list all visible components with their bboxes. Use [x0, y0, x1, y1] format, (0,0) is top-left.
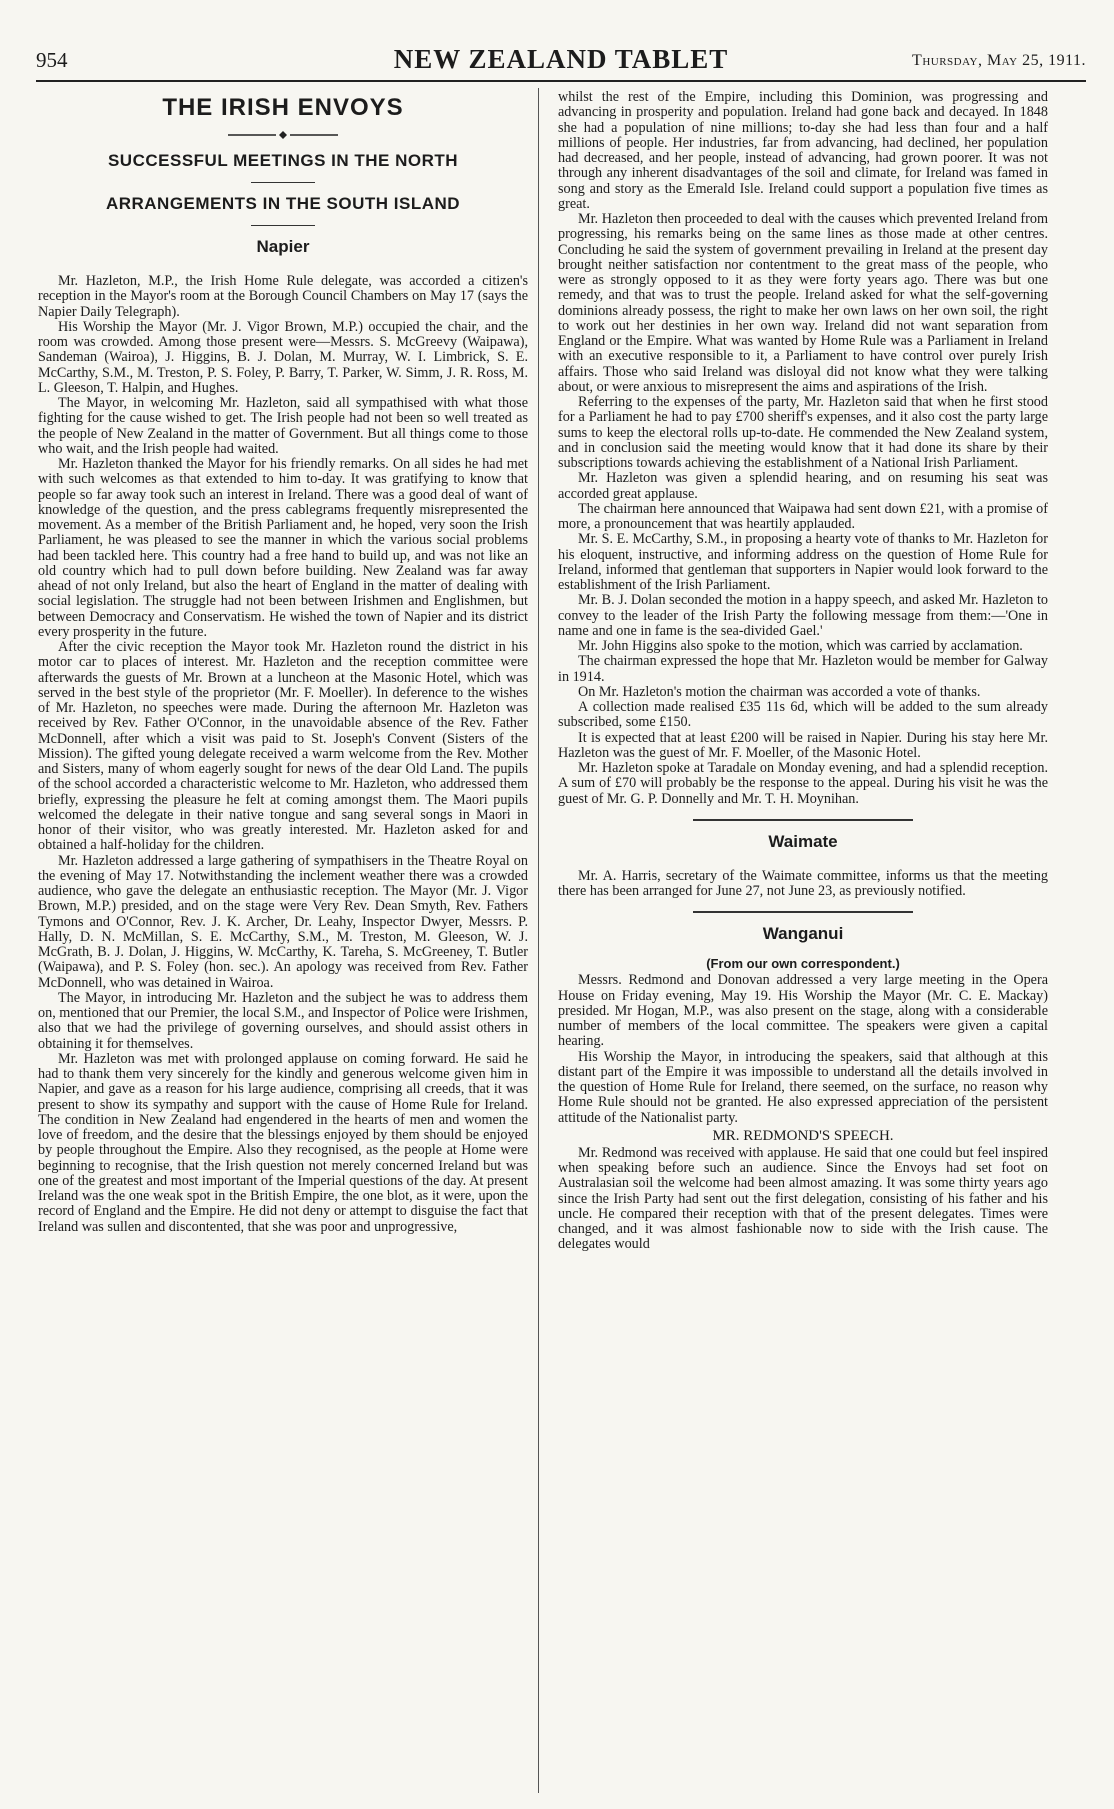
section-rule	[693, 911, 913, 913]
section-heading-waimate: Waimate	[768, 831, 838, 851]
issue-date: Thursday, May 25, 1911.	[912, 52, 1086, 69]
paragraph: Messrs. Redmond and Donovan addressed a very large meeting in the Opera House on Friday evening, May 19. His Worship the Mayor (Mr. C. E. Mackay) presided. Mr Hogan, M.P., was also present on the stage, along with a considerable number of members of the local committee. The speakers were given a capital hearing.	[558, 972, 1048, 1050]
column-divider	[538, 88, 539, 1793]
paragraph: His Worship the Mayor (Mr. J. Vigor Brown, M.P.) occupied the chair, and the room was crowded. Among those present were—Messrs. S. McGreevy (Waipawa), Sandeman (Wairoa), J. Higgins, B. J. Dolan, M. Murray, W. I. Limbrick, S. E. McCarthy, S.M., M. Treston, P. S. Foley, P. Barry, T. Parker, W. Simm, J. R. Ross, M. L. Gleeson, T. Halpin, and Hughes.	[38, 318, 528, 396]
divider-rule	[251, 225, 315, 226]
paragraph: Mr. Hazleton spoke at Taradale on Monday evening, and had a splendid reception. A sum of £70 will probably be the response to the appeal. During his visit he was the guest of Mr. G. P. Donnelly and Mr. T. H. Moynihan.	[558, 760, 1048, 807]
paragraph: It is expected that at least £200 will be raised in Napier. During his stay here Mr. Hazleton was the guest of Mr. F. Moeller, of the Masonic Hotel.	[558, 729, 1048, 761]
paragraph: Mr. Hazleton was given a splendid hearing, and on resuming his seat was accorded great applause.	[558, 470, 1048, 502]
paragraph: Mr. John Higgins also spoke to the motion, which was carried by acclamation.	[578, 638, 1023, 654]
paragraph: Mr. Redmond was received with applause. He said that one could but feel inspired when speaking before such an audience. Since the Envoys had set foot on Australasian soil the welcome had been almost amazing. It was some thirty years ago since the Irish Party had sent out the first delegation, consisting of his father and his uncle. He compared their reception with that of the present delegates. Times were changed, and it was almost fashionable now to side with the Irish cause. The delegates would	[558, 1144, 1048, 1253]
diamond-rule-ornament	[228, 130, 338, 140]
masthead	[36, 44, 1086, 82]
paragraph: Referring to the expenses of the party, Mr. Hazleton said that when he first stood for a Parliament he had to pay £700 sheriff's expenses, and it also cost the party large sums to keep the electoral rolls up-to-date. He commended the New Zealand system, and in conclusion said the meeting would know that it had done its share by their subscriptions towards achieving the establishment of a National Irish Parliament.	[558, 394, 1048, 471]
left-column	[38, 90, 528, 1790]
paragraph: The chairman here announced that Waipawa had sent down £21, with a promise of more, a pronouncement that was heartily applauded.	[558, 500, 1048, 532]
divider-rule	[251, 182, 315, 183]
paragraph: Mr. Hazleton was met with prolonged applause on coming forward. He said he had to thank them very sincerely for the kindly and generous welcome given him in Napier, and gave as a reason for his large audience, comprising all creeds, that it was present to show its sympathy and support with the cause of Home Rule for Ireland. The condition in New Zealand had engendered in the hearts of men and women the love of freedom, and the desire that the blessings enjoyed by them should be enjoyed by people throughout the Empire. Also they recognised, as the people at Home were beginning to recognise, that the Irish question not merely concerned Ireland but was one of the greatest and most important of the Imperial questions of the day. At present Ireland was the one weak spot in the British Empire, the one blot, as it were, upon the record of England and the Empire. He did not deny or attempt to disguise the fact that Ireland was sullen and discontented, that she was poor and unprogressive,	[38, 1050, 528, 1235]
paragraph: A collection made realised £35 11s 6d, which will be added to the sum already subscribed, some £150.	[558, 699, 1048, 731]
paragraph: The Mayor, in introducing Mr. Hazleton and the subject he was to address them on, mentioned that our Premier, the local S.M., and Inspector of Police were Irishmen, also that we had the privilege of governing ourselves, and should assist others in obtaining it for themselves.	[38, 989, 528, 1052]
article-subhead-north: SUCCESSFUL MEETINGS IN THE NORTH	[107, 151, 459, 170]
paragraph: After the civic reception the Mayor took Mr. Hazleton round the district in his motor car to places of interest. Mr. Hazleton and the reception committee were afterwards the guests of Mr. Brown at a luncheon at the Masonic Hotel, which was served in the best style of the proprietor (Mr. F. Moeller). In deference to the wishes of Mr. Hazleton, no speeches were made. During the afternoon Mr. Hazleton was received by Rev. Father O'Connor, in the unavoidable absence of the Rev. Father McDonnell, after which a visit was paid to St. Joseph's Convent (Sisters of the Mission). The gifted young delegate received a warm welcome from the Rev. Mother and Sisters, many of whom eagerly sought for news of the dear Old Land. The pupils of the school accorded a characteristic welcome to Mr. Hazleton, who addressed them briefly, expressing the pleasure he felt at coming amongst them. The Maori pupils welcomed the delegate in their native tongue and sang several songs in Maori in honor of their visitor, who was greatly interested. Mr. Hazleton asked for and obtained a half-holiday for the children.	[38, 639, 528, 854]
paragraph: whilst the rest of the Empire, including this Dominion, was progressing and advancing in prosperity and population. Ireland had gone back and decayed. In 1848 she had a population of nine millions; to-day she had less than four and a half millions of people. Her industries, far from advancing, had declined, her population had decreased, and her people, instead of advancing, had grown poorer. It was not through any inherent disadvantages of the soil and climate, for Ireland was famed in song and story as the Emerald Isle. Ireland could support a population five times as great.	[558, 90, 1048, 212]
paragraph: Mr. Hazleton then proceeded to deal with the causes which prevented Ireland from progressing, his remarks being on the same lines as those made at other centres. Concluding he said the system of government prevailing in Ireland at the present day brought neither satisfaction nor contentment to the great mass of the people, who were as strongly opposed to it as they were forty years ago. There was but one remedy, and that was to trust the people. Ireland asked for what the self-governing dominions already possess, the right to make her own laws on her own soil, the right to work out her destinies in her own way. Ireland did not want separation from England or the Empire. What was wanted by Home Rule was a Parliament in Ireland with an executive responsible to it, a Parliament to have control over purely Irish affairs. Those who said Ireland was disloyal did not know what they were talking about, or were anxious to misrepresent the aims and aspirations of the Irish.	[558, 211, 1048, 395]
paragraph: Mr. Hazleton thanked the Mayor for his friendly remarks. On all sides he had met with such welcomes as that extended to him to-day. It was gratifying to know that people so far away took such an interest in Ireland. There was a good deal of want of knowledge of the question, and the press cablegrams frequently misrepresented the movement. As a member of the British Parliament and, he hoped, very soon the Irish Parliament, he was pleased to see the manner in which the various social problems had been tackled here. This country had a free hand to build up, and was not like an old country which had to pull down before building. New Zealand was far away ahead of not only Ireland, but also the heart of England in the matter of dealing with social legislation. The struggle had not been between Irishmen and Englishmen, but between Democracy and Conservatism. He wished the town of Napier and its district every prosperity in the future.	[38, 456, 528, 640]
paragraph: The chairman expressed the hope that Mr. Hazleton would be member for Galway in 1914.	[558, 653, 1048, 685]
paragraph: The Mayor, in welcoming Mr. Hazleton, said all sympathised with what those fighting for the cause wished to get. The Irish people had not been so well treated as the people of New Zealand in the matter of Government. But all things come to those who wait, and the Irish people had waited.	[38, 395, 528, 457]
paragraph: His Worship the Mayor, in introducing the speakers, said that although at this distant part of the Empire it was impossible to understand all the details involved in the question of Home Rule for Ireland, there seemed, on the surface, no reason why Home Rule should not be granted. He also expressed appreciation of the persistent attitude of the Nationalist party.	[558, 1048, 1048, 1126]
paragraph: Mr. B. J. Dolan seconded the motion in a happy speech, and asked Mr. Hazleton to convey to the leader of the Irish Party the following message from them:—'One in name and one in fame is the sea-divided Gael.'	[558, 592, 1048, 639]
article-subhead-south: ARRANGEMENTS IN THE SOUTH ISLAND	[105, 194, 461, 213]
speech-heading: MR. REDMOND'S SPEECH.	[712, 1127, 894, 1144]
paragraph: Mr. Hazleton, M.P., the Irish Home Rule delegate, was accorded a citizen's reception in the Mayor's room at the Borough Council Chambers on May 17 (says the Napier Daily Telegraph).	[38, 273, 528, 320]
paragraph: Mr. A. Harris, secretary of the Waimate committee, informs us that the meeting there has been arranged for June 27, not June 23, as previously notified.	[558, 867, 1048, 899]
article-headline: THE IRISH ENVOYS	[162, 94, 404, 121]
right-column	[558, 90, 1048, 1790]
page-number: 954	[36, 48, 68, 72]
section-rule	[693, 819, 913, 821]
section-heading-napier: Napier	[256, 237, 310, 256]
paragraph: Mr. S. E. McCarthy, S.M., in proposing a hearty vote of thanks to Mr. Hazleton for his eloquent, instructive, and informing address on the question of Home Rule for Ireland, informed that gentleman that supporters in Napier would look forward to the establishment of the Irish Parliament.	[558, 531, 1048, 593]
paragraph: On Mr. Hazleton's motion the chairman was accorded a vote of thanks.	[578, 683, 981, 700]
newspaper-title: NEW ZEALAND TABLET	[393, 44, 729, 74]
correspondent-byline: (From our own correspondent.)	[706, 956, 900, 972]
section-heading-wanganui: Wanganui	[762, 924, 844, 944]
paragraph: Mr. Hazleton addressed a large gathering of sympathisers in the Theatre Royal on the evening of May 17. Notwithstanding the inclement weather there was a crowded audience, who gave the delegate an enthusiastic reception. The Mayor (Mr. J. Vigor Brown, M.P.) presided, and on the stage were Very Rev. Dean Smyth, Rev. Fathers Tymons and O'Connor, Rev. J. K. Archer, Dr. Leahy, Inspector Dwyer, Messrs. P. Hally, D. N. McMillan, S. E. McCarthy, S.M., M. Treston, M. Gleeson, W. J. McGrath, B. J. Dolan, J. Higgins, W. McCarthy, K. Tareha, S. McGreeney, T. Butler (Waipawa), and P. S. Foley (hon. sec.). An apology was received from Rev. Father McDonnell, who was detained in Wairoa.	[38, 852, 528, 991]
